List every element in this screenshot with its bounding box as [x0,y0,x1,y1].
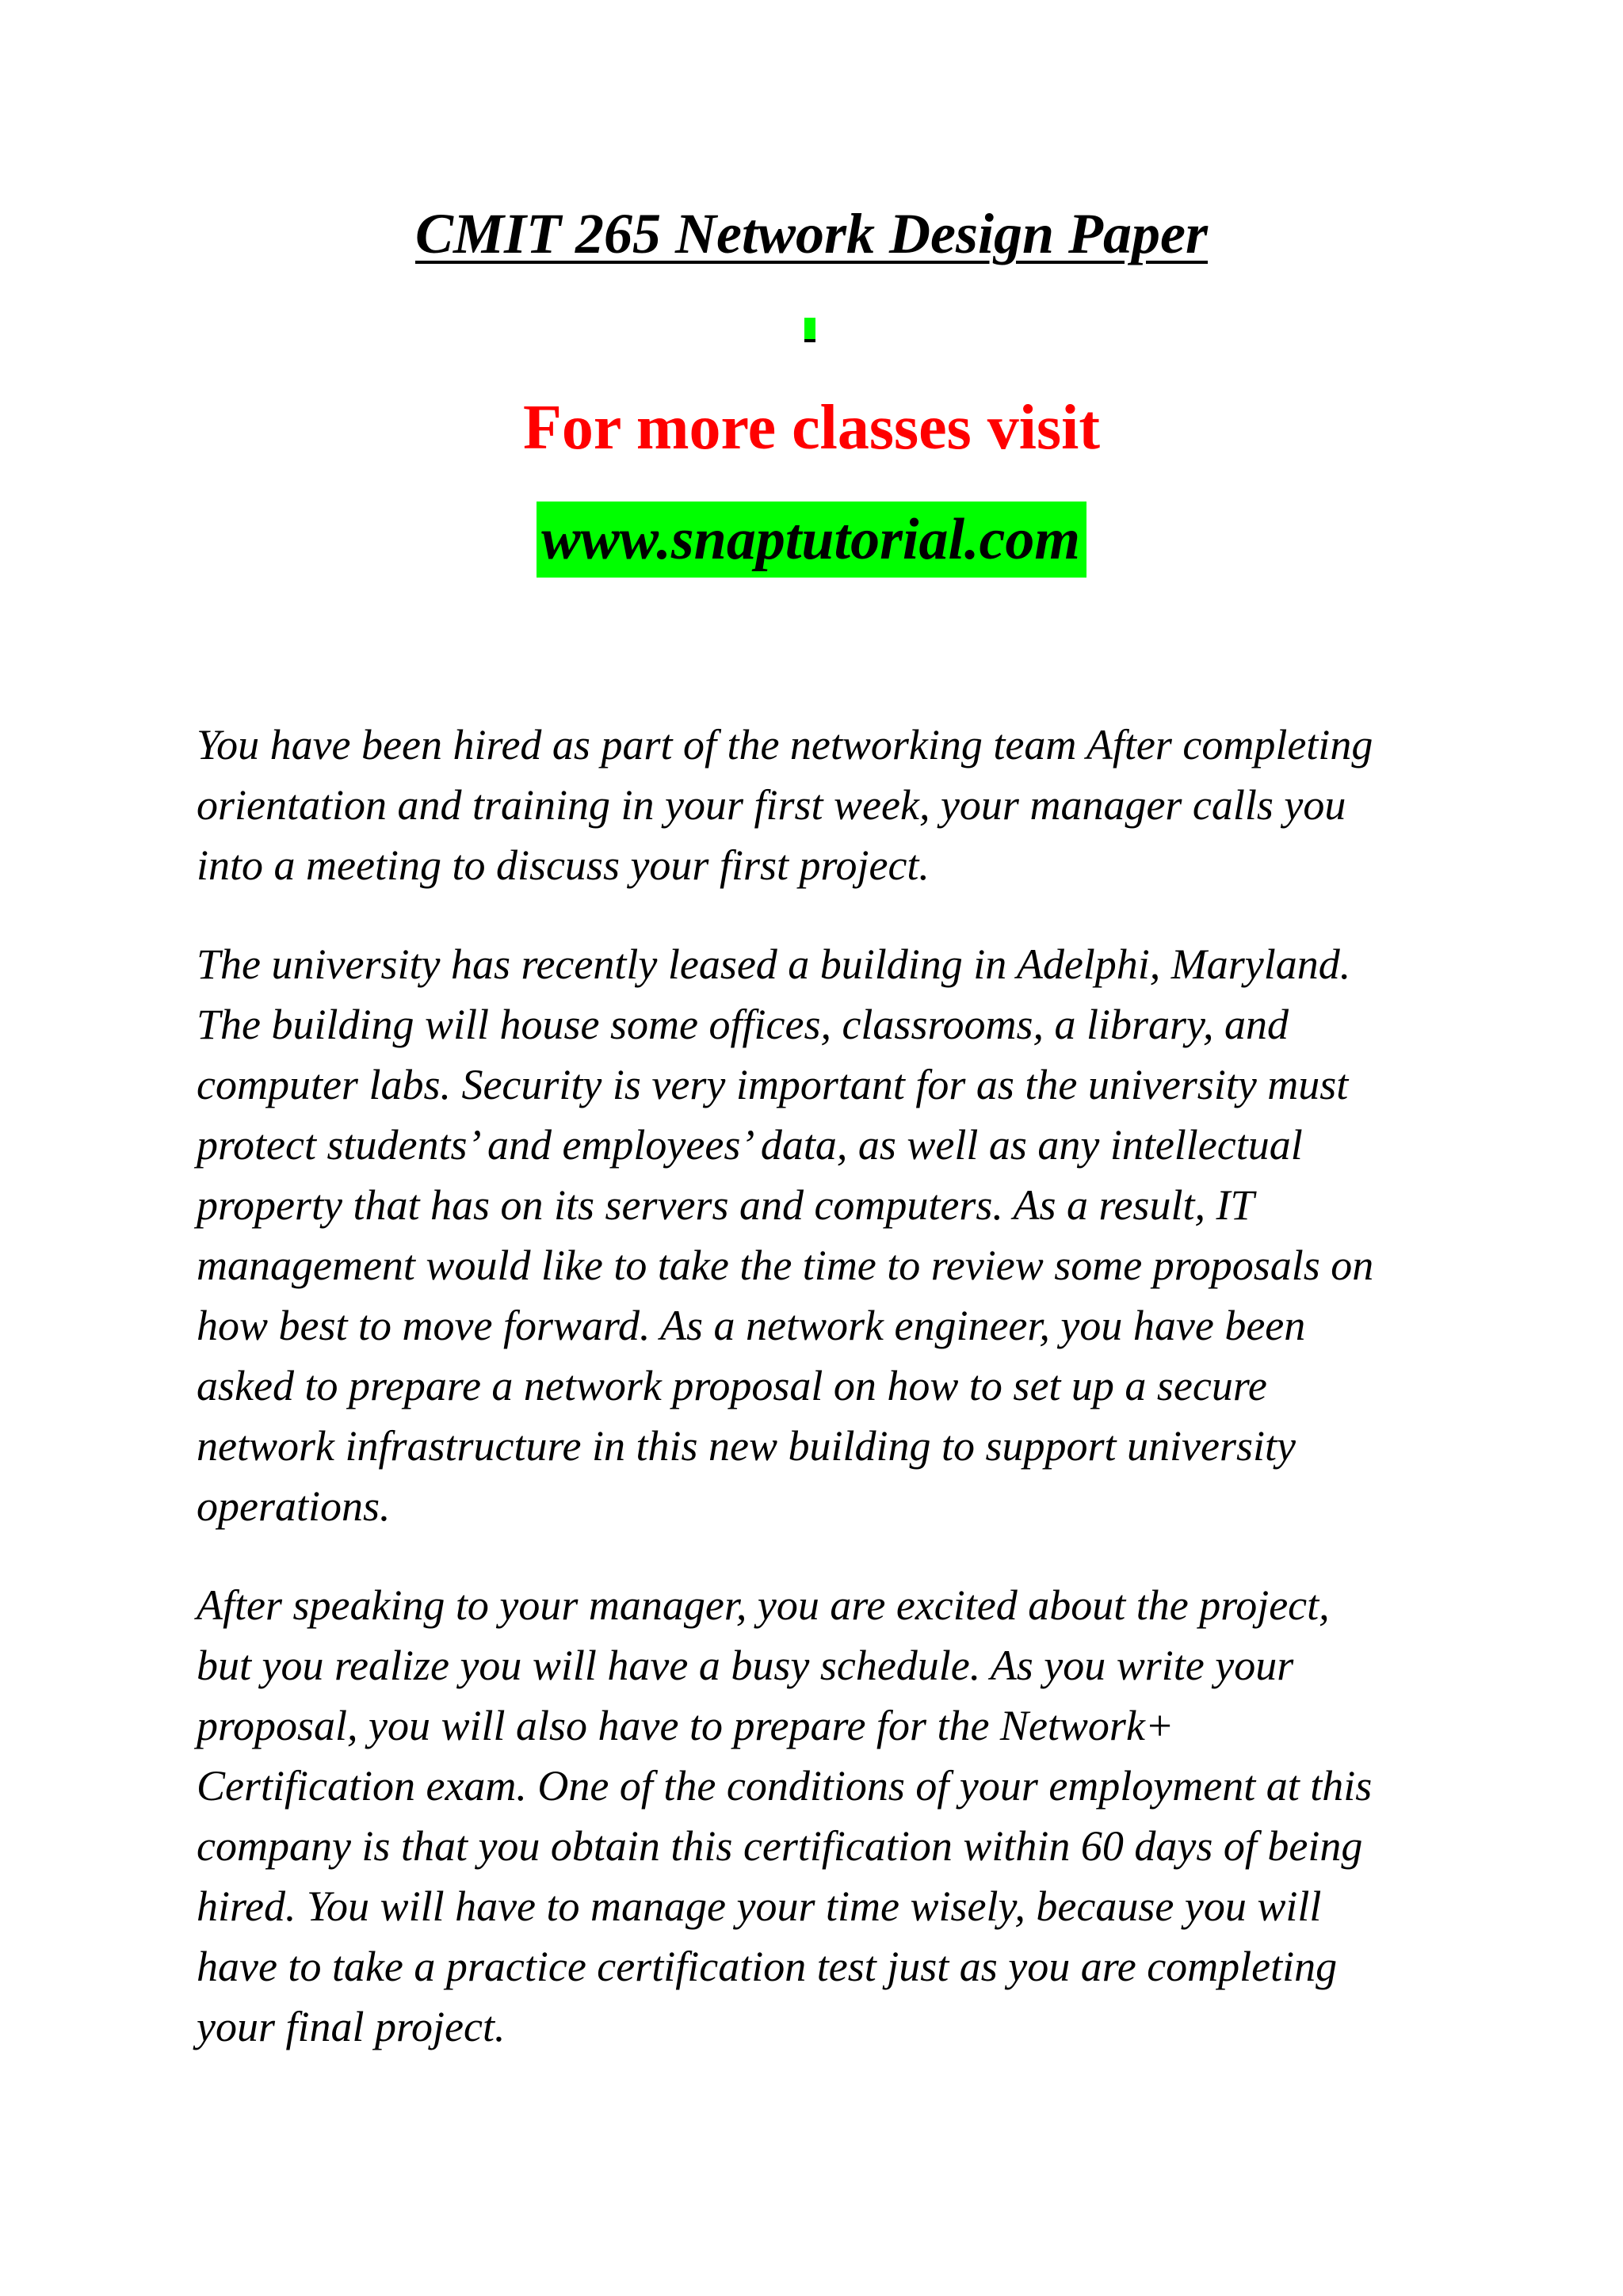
paragraph-line: operations. [197,1482,391,1530]
marker-underline [804,339,815,342]
website-link[interactable]: www.snaptutorial.com [537,502,1086,578]
paragraph-line: network infrastructure in this new building to support university [197,1422,1296,1470]
paragraph-line: property that has on its servers and computers. As a result, IT [197,1181,1254,1229]
paragraph-line: proposal, you will also have to prepare for the Network+ [197,1702,1174,1749]
paragraph-line: After speaking to your manager, you are excited about the project, [197,1581,1330,1629]
paragraph-line: company is that you obtain this certification within 60 days of being [197,1822,1363,1870]
paragraph-line: management would like to take the time to review some proposals on [197,1241,1374,1289]
url-container [0,502,1623,578]
body-text [197,715,1433,2096]
paragraph-line: how best to move forward. As a network engineer, you have been [197,1302,1306,1349]
paragraph-line: protect students’ and employees’ data, as well as any intellectual [197,1121,1303,1169]
paragraph-2 [197,934,1433,1536]
green-highlight-marker [804,318,815,341]
paragraph-line: computer labs. Security is very important for as the university must [197,1061,1349,1108]
paragraph-line: asked to prepare a network proposal on how to set up a secure [197,1362,1267,1409]
paragraph-line: You have been hired as part of the networking team After completing [197,721,1373,769]
paragraph-line: have to take a practice certification test just as you are completing [197,1943,1338,1990]
paragraph-1 [197,715,1433,895]
paragraph-line: orientation and training in your first week, your manager calls you [197,781,1346,829]
paragraph-3 [197,1575,1433,2057]
paragraph-line: The building will house some offices, classrooms, a library, and [197,1001,1289,1048]
paragraph-line: Certification exam. One of the conditions of your employment at this [197,1762,1373,1810]
paragraph-line: but you realize you will have a busy schedule. As you write your [197,1642,1294,1689]
page-title: CMIT 265 Network Design Paper [414,202,1209,265]
paragraph-line: your final project. [197,2003,506,2050]
paragraph-line: hired. You will have to manage your time wisely, because you will [197,1882,1322,1930]
promo-text: For more classes visit [522,393,1100,463]
paragraph-line: The university has recently leased a building in Adelphi, Maryland. [197,940,1351,988]
paragraph-line: into a meeting to discuss your first project. [197,841,930,889]
